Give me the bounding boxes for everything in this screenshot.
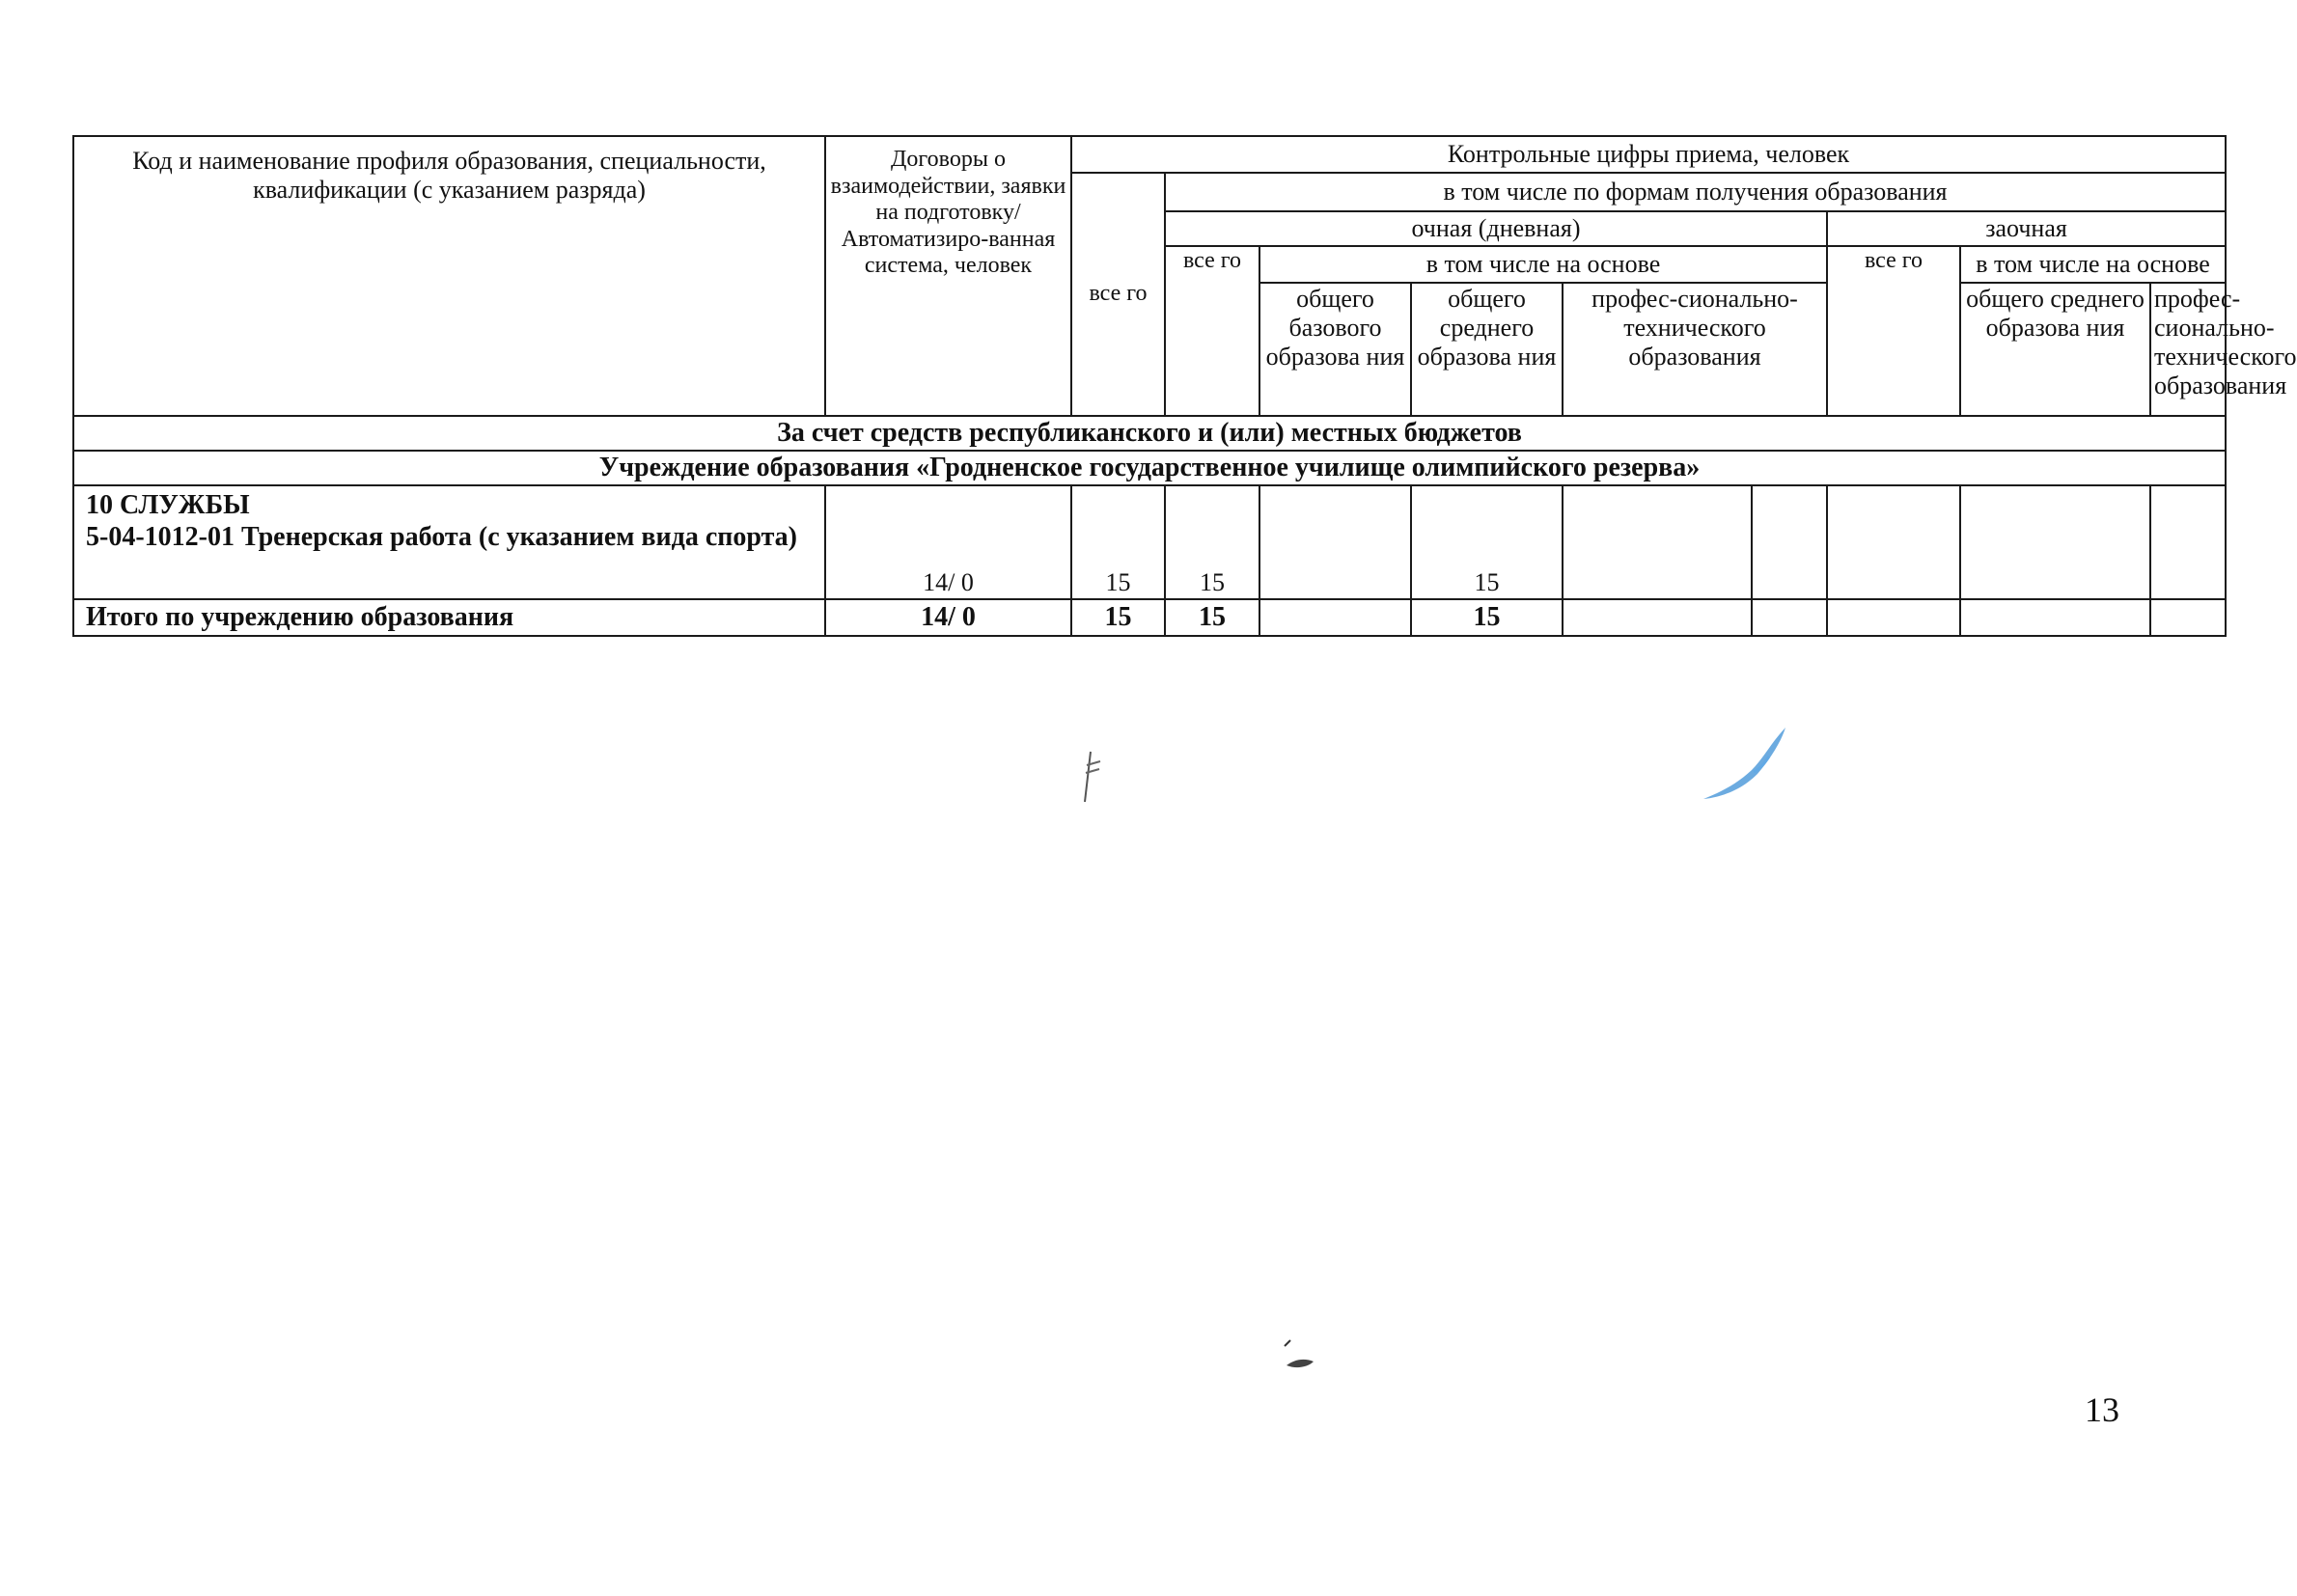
header-by-forms — [1165, 173, 2226, 211]
page-number: 13 — [2085, 1390, 2119, 1429]
header-total — [1071, 173, 1165, 416]
header-vocational — [1563, 283, 1827, 416]
header-corr-on-basis — [1960, 246, 2226, 283]
admission-plan-table — [72, 135, 2297, 637]
header-basic-general — [1259, 283, 1411, 416]
total-total: 15 — [1071, 599, 1165, 636]
total-vocational — [1563, 599, 1752, 636]
total-contracts: 14/ 0 — [825, 599, 1071, 636]
header-secondary-general-text: общего среднего образова ния — [1417, 285, 1557, 371]
header-corr-on-basis-text: в том числе на основе — [1976, 250, 2210, 279]
pen-mark-icon — [1071, 748, 1110, 806]
header-corr-vocational — [2150, 283, 2297, 416]
section-institution-text: Учреждение образования «Гродненское государственное училище олимпийского резерва» — [598, 453, 1701, 483]
row-vocational — [1563, 485, 1752, 599]
row-corr-total — [1752, 485, 1827, 599]
total-evening — [2150, 599, 2226, 636]
header-on-basis — [1259, 246, 1827, 283]
total-secondary-general: 15 — [1411, 599, 1563, 636]
row-corr-vocational — [1960, 485, 2150, 599]
row-title-cell — [73, 485, 825, 599]
header-secondary-general — [1411, 283, 1563, 416]
header-vocational-text: профес-сионально-технического образования — [1591, 285, 1798, 371]
row-specialty-title: 5-04-1012-01 Тренерская работа (с указанием вида спорта) — [86, 521, 798, 552]
header-profile-cell — [73, 136, 825, 416]
header-control-figures-text: Контрольные цифры приема, человек — [1447, 140, 1850, 169]
row-evening — [2150, 485, 2226, 599]
total-basic-general — [1259, 599, 1411, 636]
header-contracts-cell — [825, 136, 1071, 416]
section-institution — [73, 451, 2226, 485]
row-secondary-general: 15 — [1411, 485, 1563, 599]
total-corr-secondary — [1827, 599, 1960, 636]
header-basic-general-text: общего базового образова ния — [1265, 285, 1405, 371]
row-group-title: 10 СЛУЖБЫ — [86, 490, 250, 521]
total-fulltime-total: 15 — [1165, 599, 1259, 636]
total-corr-vocational — [1960, 599, 2150, 636]
total-corr-total — [1752, 599, 1827, 636]
total-row — [73, 599, 2226, 636]
header-corr-secondary-general-text: общего среднего образова ния — [1966, 285, 2145, 342]
header-corr-total-text: все го — [1864, 248, 1923, 273]
header-fulltime-total-text: все го — [1182, 248, 1242, 273]
blue-ink-smudge-icon — [1694, 714, 1810, 811]
header-corr-secondary-general — [1960, 283, 2150, 416]
row-total: 15 — [1071, 485, 1165, 599]
header-fulltime-total — [1165, 246, 1259, 416]
section-budget-text: За счет средств республиканского и (или) местных бюджетов — [777, 418, 1522, 448]
header-by-forms-text: в том числе по формам получения образования — [1443, 178, 1948, 206]
header-corr-total — [1827, 246, 1960, 416]
header-correspondence-text: заочная — [1985, 214, 2067, 243]
header-correspondence — [1827, 211, 2226, 246]
table-row — [73, 485, 2226, 599]
total-label: Итого по учреждению образования — [73, 599, 825, 636]
section-budget — [73, 416, 2226, 451]
header-fulltime-text: очная (дневная) — [1411, 214, 1581, 243]
header-corr-vocational-text: профес-сионально-технического образования — [2154, 285, 2297, 399]
header-total-text: все го — [1089, 281, 1148, 307]
header-contracts-text: Договоры о взаимодействии, заявки на подготовку/ Автоматизиро-ванная система, человек — [830, 147, 1066, 279]
row-basic-general — [1259, 485, 1411, 599]
header-fulltime — [1165, 211, 1827, 246]
ink-blot-icon — [1279, 1336, 1327, 1375]
row-contracts: 14/ 0 — [825, 485, 1071, 599]
header-profile-text: Код и наименование профиля образования, специальности, квалификации (с указанием разряда) — [132, 147, 766, 204]
header-on-basis-text: в том числе на основе — [1425, 250, 1661, 279]
row-corr-secondary — [1827, 485, 1960, 599]
row-fulltime-total: 15 — [1165, 485, 1259, 599]
header-control-figures — [1071, 136, 2226, 173]
